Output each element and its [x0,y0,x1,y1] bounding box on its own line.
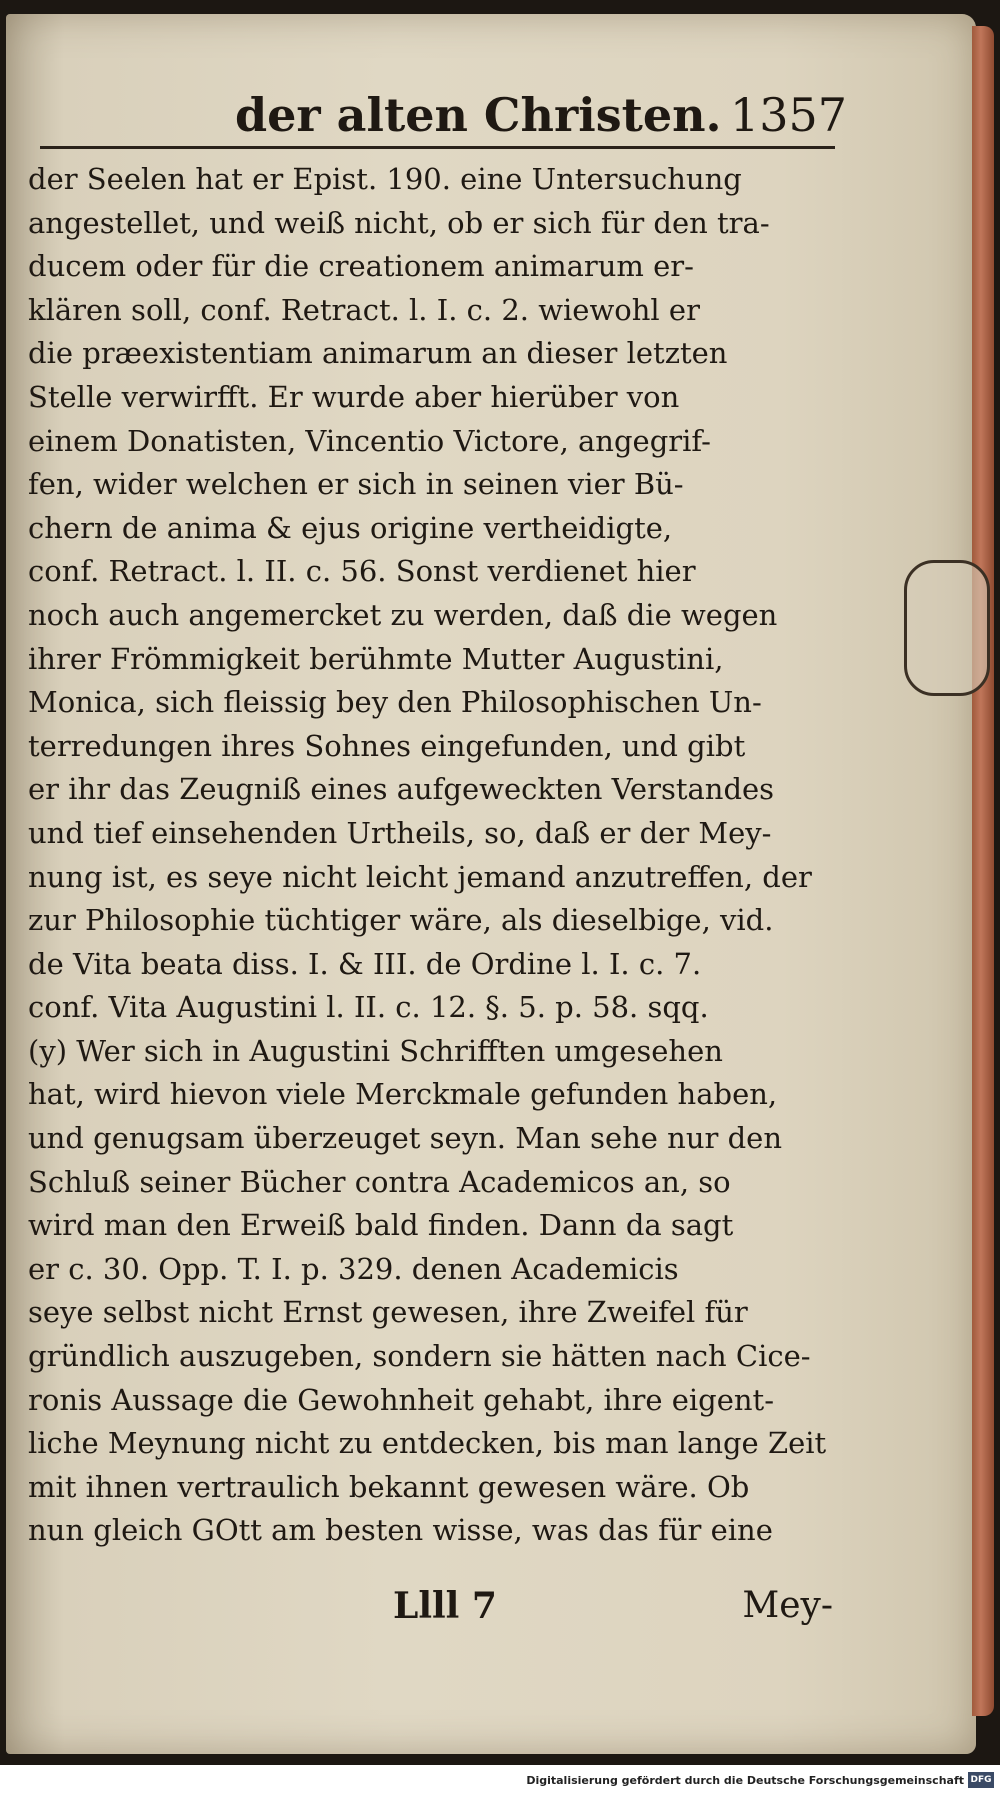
footer-credit: Digitalisierung gefördert durch die Deutsche Forschungsgemeinschaft [526,1774,964,1787]
text-line: und tief einsehenden Urtheils, so, daß er der Mey- [28,815,772,850]
page-header [40,88,848,148]
text-line: ihrer Frömmigkeit berühmte Mutter Augustini, [28,641,724,676]
text-line: liche Meynung nicht zu entdecken, bis man lange Zeit [28,1426,827,1461]
text-line: nun gleich GOtt am besten wisse, was das für eine [28,1513,773,1548]
text-line: zur Philosophie tüchtiger wäre, als dieselbige, vid. [28,903,774,938]
body-text [28,158,833,1553]
page-foot [28,1585,833,1635]
text-line: Schluß seiner Bücher contra Academicos an, so [28,1164,731,1199]
signature-mark: Llll 7 [393,1585,497,1627]
text-line: Stelle verwirfft. Er wurde aber hierüber von [28,379,680,414]
page-edge [972,26,994,1716]
page-number: 1357 [730,88,848,142]
book-tab [904,560,990,696]
running-head: der alten Christen. [235,88,722,142]
text-line: fen, wider welchen er sich in seinen vier Bü- [28,467,684,502]
text-line: ronis Aussage die Gewohnheit gehabt, ihre eigent- [28,1382,774,1417]
text-line: klären soll, conf. Retract. l. I. c. 2. wiewohl er [28,292,700,327]
text-line: hat, wird hievon viele Merckmale gefunden haben, [28,1077,778,1112]
catchword: Mey- [742,1585,833,1626]
header-rule [40,146,835,149]
text-line: gründlich auszugeben, sondern sie hätten nach Cice- [28,1339,811,1374]
text-line: mit ihnen vertraulich bekannt gewesen wäre. Ob [28,1469,750,1504]
text-line: conf. Retract. l. II. c. 56. Sonst verdienet hier [28,554,696,589]
digitization-footer [0,1765,1000,1799]
text-line: seye selbst nicht Ernst gewesen, ihre Zweifel für [28,1295,748,1330]
text-line: (y) Wer sich in Augustini Schrifften umgesehen [28,1033,723,1068]
text-line: de Vita beata diss. I. & III. de Ordine l. I. c. 7. [28,946,702,981]
text-line: wird man den Erweiß bald finden. Dann da sagt [28,1208,734,1243]
text-line: einem Donatisten, Vincentio Victore, angegrif- [28,423,711,458]
text-line: er ihr das Zeugniß eines aufgeweckten Verstandes [28,772,775,807]
text-line: er c. 30. Opp. T. I. p. 329. denen Academicis [28,1251,679,1286]
text-line: nung ist, es seye nicht leicht jemand anzutreffen, der [28,859,812,894]
text-line: der Seelen hat er Epist. 190. eine Untersuchung [28,162,742,196]
text-line: Monica, sich fleissig bey den Philosophischen Un- [28,685,762,720]
text-line: und genugsam überzeuget seyn. Man sehe nur den [28,1121,783,1156]
text-line: ducem oder für die creationem animarum er- [28,249,694,284]
text-line: chern de anima & ejus origine vertheidigte, [28,510,673,545]
text-line: conf. Vita Augustini l. II. c. 12. §. 5. p. 58. sqq. [28,990,709,1025]
text-line: noch auch angemercket zu werden, daß die wegen [28,597,778,632]
text-line: angestellet, und weiß nicht, ob er sich für den tra- [28,205,770,240]
dfg-logo-icon: DFG [968,1772,994,1788]
text-line: die præexistentiam animarum an dieser letzten [28,336,728,371]
text-line: terredungen ihres Sohnes eingefunden, und gibt [28,728,746,763]
